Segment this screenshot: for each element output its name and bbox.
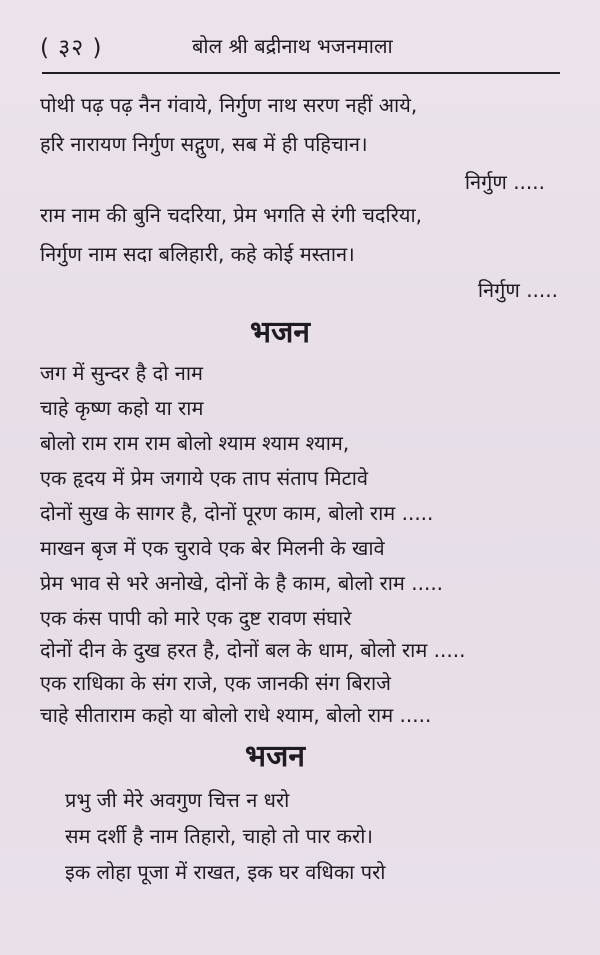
bhajan-line: इक लोहा पूजा में राखत, इक घर वधिका परो xyxy=(65,860,386,884)
bhajan-line: दोनों सुख के सागर है, दोनों पूरण काम, बोलो राम ..... xyxy=(40,501,434,525)
header-divider xyxy=(42,72,560,74)
page-header xyxy=(40,30,560,66)
bhajan-line: बोलो राम राम राम बोलो श्याम श्याम श्याम, xyxy=(40,431,350,455)
book-title: बोल श्री बद्रीनाथ भजनमाला xyxy=(192,34,393,58)
bhajan-line: सम दर्शी है नाम तिहारो, चाहो तो पार करो। xyxy=(65,824,373,848)
bhajan-heading: भजन xyxy=(245,739,305,774)
bhajan-line: चाहे कृष्ण कहो या राम xyxy=(40,396,204,420)
verse-line: हरि नारायण निर्गुण सद्गुण, सब में ही पहिचान। xyxy=(40,132,368,156)
verse-line: राम नाम की बुनि चदरिया, प्रेम भगति से रंगी चदरिया, xyxy=(40,203,423,227)
bhajan-line: प्रेम भाव से भरे अनोखे, दोनों के है काम, बोलो राम ..... xyxy=(40,571,444,595)
bhajan-line: प्रभु जी मेरे अवगुण चित्त न धरो xyxy=(65,788,290,812)
bhajan-line: एक कंस पापी को मारे एक दुष्ट रावण संघारे xyxy=(40,606,352,630)
page-number: ( ३२ ) xyxy=(40,35,103,61)
bhajan-line: माखन बृज में एक चुरावे एक बेर मिलनी के खावे xyxy=(40,536,385,560)
bhajan-line: चाहे सीताराम कहो या बोलो राधे श्याम, बोलो राम ..... xyxy=(40,703,432,727)
bhajan-line: जग में सुन्दर है दो नाम xyxy=(40,361,204,385)
bhajan-heading: भजन xyxy=(250,315,310,350)
refrain-line: निर्गुण ..... xyxy=(464,170,545,194)
bhajan-line: एक राधिका के संग राजे, एक जानकी संग बिराजे xyxy=(40,671,392,695)
refrain-line: निर्गुण ..... xyxy=(477,278,558,302)
bhajan-line: दोनों दीन के दुख हरत है, दोनों बल के धाम, बोलो राम ..... xyxy=(40,638,466,662)
bhajan-line: एक हृदय में प्रेम जगाये एक ताप संताप मिटावे xyxy=(40,466,369,490)
verse-line: पोथी पढ़ पढ़ नैन गंवाये, निर्गुण नाथ सरण नहीं आये, xyxy=(40,93,418,117)
verse-line: निर्गुण नाम सदा बलिहारी, कहे कोई मस्तान। xyxy=(40,242,355,266)
